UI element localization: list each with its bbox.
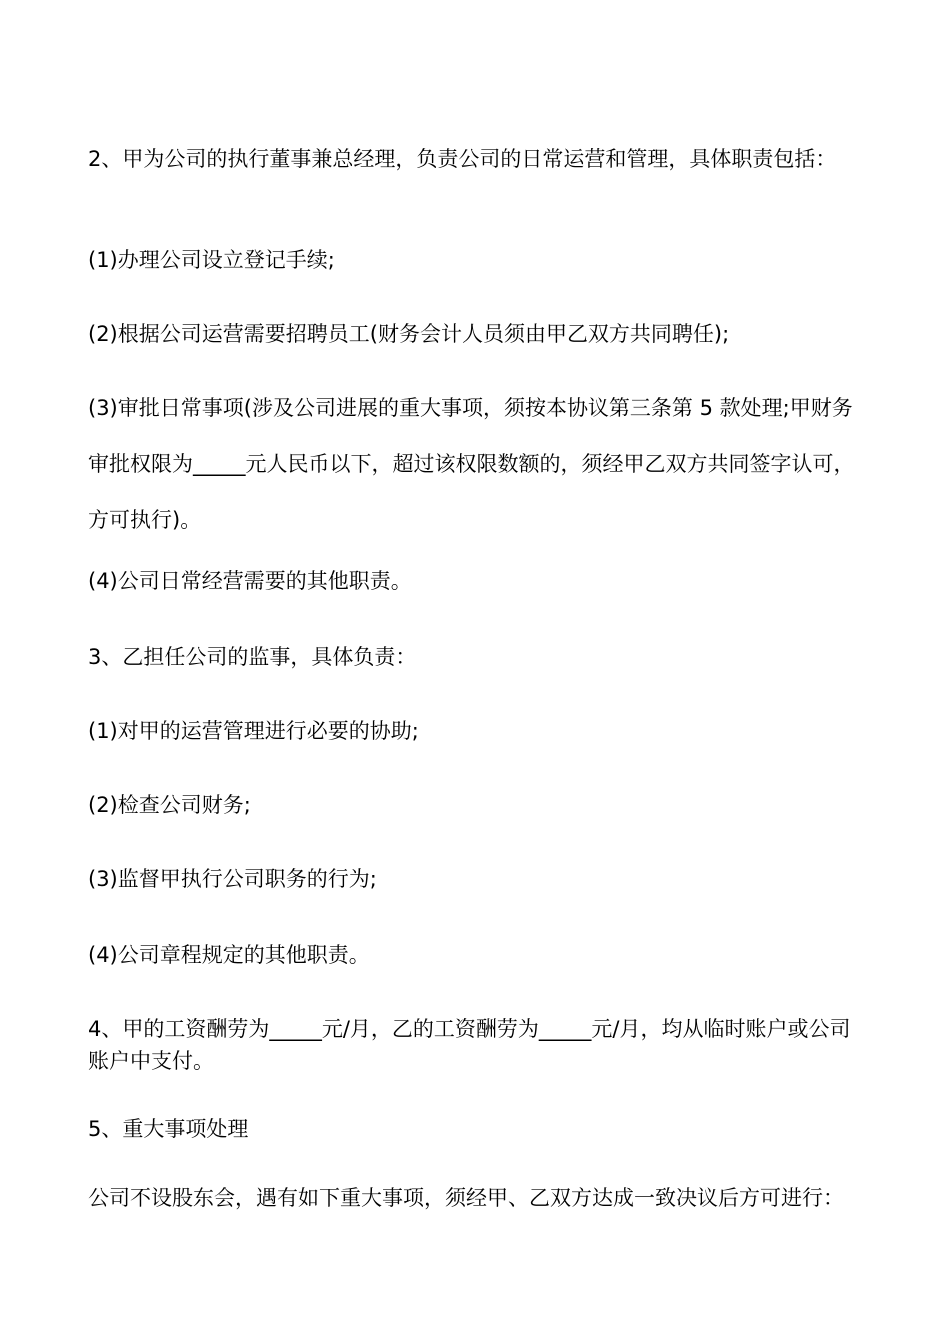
clause-2-item-4: (4)公司日常经营需要的其他职责。: [88, 569, 412, 593]
clause-2-executive-director-duties: 2、甲为公司的执行董事兼总经理，负责公司的日常运营和管理，具体职责包括：: [88, 147, 837, 171]
clause-3-item-3: (3)监督甲执行公司职务的行为;: [88, 867, 377, 891]
clause-2-item-2: (2)根据公司运营需要招聘员工(财务会计人员须由甲乙双方共同聘任);: [88, 322, 730, 346]
clause-3-supervisor-duties: 3、乙担任公司的监事，具体负责：: [88, 645, 417, 669]
clause-3-item-1: (1)对甲的运营管理进行必要的协助;: [88, 719, 419, 743]
clause-5-heading: 5、重大事项处理: [88, 1117, 249, 1141]
clause-2-item-1: (1)办理公司设立登记手续;: [88, 248, 335, 272]
clause-5-body: 公司不设股东会，遇有如下重大事项，须经甲、乙双方达成一致决议后方可进行：: [88, 1186, 844, 1210]
clause-3-item-2: (2)检查公司财务;: [88, 793, 251, 817]
clause-4-salary: 4、甲的工资酬劳为_____元/月，乙的工资酬劳为_____元/月，均从临时账户或公司账户中支付。: [88, 1017, 851, 1073]
clause-2-item-3: (3)审批日常事项(涉及公司进展的重大事项，须按本协议第三条第 5 款处理;甲财务审批权限为_____元人民币以下，超过该权限数额的，须经甲乙双方共同签字认可，方可执行)。: [88, 396, 855, 532]
clause-3-item-4: (4)公司章程规定的其他职责。: [88, 943, 370, 967]
